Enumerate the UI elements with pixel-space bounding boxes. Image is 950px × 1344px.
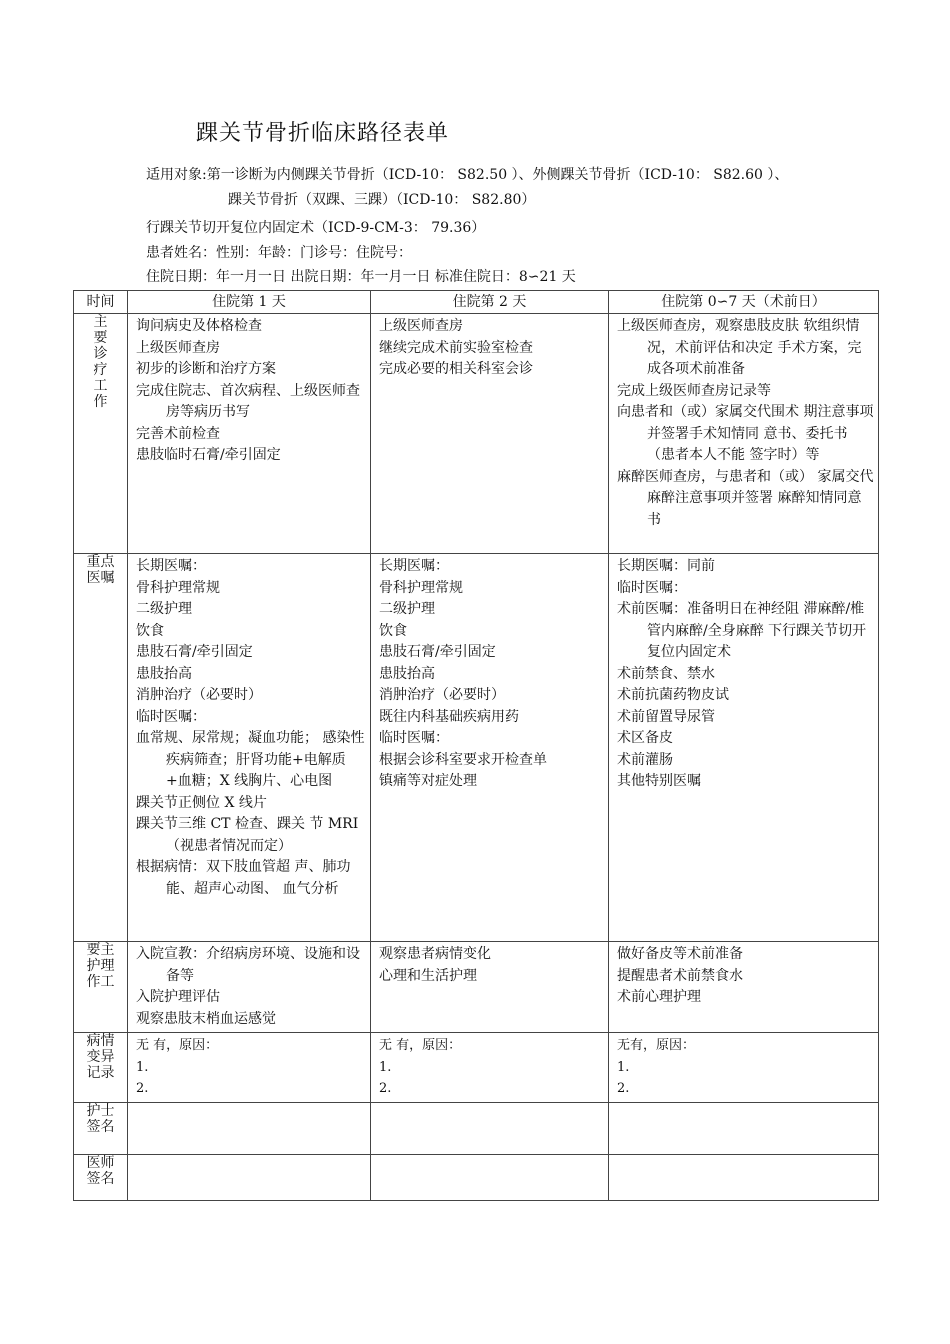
clinical-pathway-table bbox=[73, 290, 879, 1201]
list-item: 临时医嘱： bbox=[617, 579, 687, 596]
list-item: 饮食 bbox=[136, 622, 164, 639]
list-item: 上级医师查房 bbox=[136, 339, 220, 356]
list-item: 术区备皮 bbox=[617, 730, 673, 746]
cell-nursing-day3 bbox=[609, 942, 879, 1033]
list-item: 骨科护理常规 bbox=[379, 579, 463, 596]
cell-variance-day2 bbox=[371, 1033, 609, 1103]
table-row-nursing bbox=[74, 942, 879, 1033]
list-item: 术前灌肠 bbox=[617, 751, 673, 768]
list-item: 消肿治疗（必要时） bbox=[136, 687, 262, 703]
procedure-line: 行踝关节切开复位内固定术（ICD-9-CM-3： 79.36） bbox=[146, 220, 486, 236]
list-item: 长期医嘱：同前 bbox=[617, 558, 715, 574]
list-item: 长期医嘱： bbox=[379, 558, 449, 574]
list-item: 临时医嘱： bbox=[136, 708, 206, 725]
list-item: 提醒患者术前禁食水 bbox=[617, 967, 743, 984]
list-item: 镇痛等对症处理 bbox=[379, 773, 477, 789]
list-item: 饮食 bbox=[379, 622, 407, 639]
cell-orders-day2 bbox=[371, 554, 609, 942]
nurse-signature-day2[interactable] bbox=[371, 1103, 609, 1155]
list-item: 观察患肢末梢血运感觉 bbox=[136, 1010, 276, 1027]
list-item: 无 有，原因： bbox=[379, 1038, 462, 1053]
list-item: 心理和生活护理 bbox=[379, 967, 477, 984]
row-label-doctor-signature: 医师签名 bbox=[86, 1155, 115, 1187]
list-item: 二级护理 bbox=[136, 601, 192, 617]
row-label-diagnosis: 主要诊疗工作 bbox=[93, 314, 108, 410]
row-label-variance: 病情变异记录 bbox=[86, 1033, 115, 1081]
list-item: 向患者和（或）家属交代围术 期注意事项并签署手术知情同 意书、委托书（患者本人不能 签字时）等 bbox=[617, 404, 874, 463]
doctor-signature-day3[interactable] bbox=[609, 1155, 879, 1201]
list-item: 无有，原因： bbox=[617, 1038, 696, 1053]
list-item: 完成住院志、首次病程、上级医师查房等病历书写 bbox=[136, 382, 360, 420]
nurse-signature-day3[interactable] bbox=[609, 1103, 879, 1155]
list-item: 1. bbox=[617, 1059, 630, 1075]
list-item: 血常规、尿常规；凝血功能； 感染性疾病筛查；肝肾功能+电解质+血糖；X 线胸片、心电图 bbox=[136, 730, 365, 789]
header-day1: 住院第 1 天 bbox=[128, 291, 371, 314]
table-row-variance bbox=[74, 1033, 879, 1103]
doctor-signature-day1[interactable] bbox=[128, 1155, 371, 1201]
list-item: 患肢抬高 bbox=[136, 665, 192, 682]
cell-diagnosis-day1 bbox=[128, 314, 371, 554]
list-item: 踝关节三维 CT 检查、踝关 节 MRI（视患者情况而定） bbox=[136, 816, 359, 854]
row-label-nursing: 要主护理作工 bbox=[86, 942, 115, 990]
list-item: 观察患者病情变化 bbox=[379, 946, 491, 962]
list-item: 做好备皮等术前准备 bbox=[617, 946, 743, 962]
header-day2: 住院第 2 天 bbox=[371, 291, 609, 314]
table-header-row bbox=[74, 291, 879, 314]
list-item: 二级护理 bbox=[379, 601, 435, 617]
table-row-nurse-signature bbox=[74, 1103, 879, 1155]
header-time: 时间 bbox=[74, 291, 128, 314]
row-label-nurse-signature: 护士签名 bbox=[86, 1103, 115, 1135]
list-item: 患肢石膏/牵引固定 bbox=[379, 644, 496, 660]
cell-diagnosis-day3 bbox=[609, 314, 879, 554]
list-item: 消肿治疗（必要时） bbox=[379, 687, 505, 703]
list-item: 术前抗菌药物皮试 bbox=[617, 687, 729, 703]
scope-line-continued: 踝关节骨折（双踝、三踝）（ICD-10： S82.80） bbox=[228, 192, 536, 208]
list-item: 入院宣教：介绍病房环境、设施和设备等 bbox=[136, 946, 360, 984]
list-item: 骨科护理常规 bbox=[136, 579, 220, 596]
list-item: 完善术前检查 bbox=[136, 425, 220, 442]
list-item: 初步的诊断和治疗方案 bbox=[136, 361, 276, 377]
admission-dates-line: 住院日期：年一月一日 出院日期：年一月一日 标准住院日：8∽21 天 bbox=[146, 269, 576, 285]
list-item: 患肢临时石膏/牵引固定 bbox=[136, 447, 281, 463]
cell-nursing-day1 bbox=[128, 942, 371, 1033]
list-item: 询问病史及体格检查 bbox=[136, 318, 262, 334]
list-item: 踝关节正侧位 X 线片 bbox=[136, 794, 267, 811]
list-item: 完成上级医师查房记录等 bbox=[617, 382, 771, 399]
list-item: 2. bbox=[379, 1081, 392, 1096]
table-row-doctor-signature bbox=[74, 1155, 879, 1201]
cell-orders-day1 bbox=[128, 554, 371, 942]
list-item: 患肢石膏/牵引固定 bbox=[136, 644, 253, 660]
list-item: 1. bbox=[379, 1059, 392, 1075]
table-row-orders bbox=[74, 554, 879, 942]
cell-diagnosis-day2 bbox=[371, 314, 609, 554]
list-item: 2. bbox=[617, 1081, 630, 1096]
list-item: 麻醉医师查房，与患者和（或） 家属交代麻醉注意事项并签署 麻醉知情同意书 bbox=[617, 468, 874, 528]
doctor-signature-day2[interactable] bbox=[371, 1155, 609, 1201]
page-title: 踝关节骨折临床路径表单 bbox=[196, 121, 450, 146]
list-item: 继续完成术前实验室检查 bbox=[379, 339, 533, 356]
list-item: 入院护理评估 bbox=[136, 989, 220, 1005]
list-item: 临时医嘱： bbox=[379, 730, 449, 746]
list-item: 长期医嘱： bbox=[136, 558, 206, 574]
cell-orders-day3 bbox=[609, 554, 879, 942]
header-day3: 住院第 0∽7 天（术前日） bbox=[609, 291, 879, 314]
cell-nursing-day2 bbox=[371, 942, 609, 1033]
list-item: 上级医师查房，观察患肢皮肤 软组织情况，术前评估和决定 手术方案，完成各项术前准备 bbox=[617, 318, 862, 377]
list-item: 无 有，原因： bbox=[136, 1038, 219, 1053]
list-item: 1. bbox=[136, 1059, 149, 1075]
cell-variance-day1 bbox=[128, 1033, 371, 1103]
list-item: 患肢抬高 bbox=[379, 665, 435, 682]
scope-line: 适用对象:第一诊断为内侧踝关节骨折（ICD-10： S82.50 ）、外侧踝关节骨折（ICD-10： S82.60 ）、 bbox=[146, 167, 789, 183]
list-item: 根据会诊科室要求开检查单 bbox=[379, 751, 547, 768]
table-row-diagnosis bbox=[74, 314, 879, 554]
list-item: 术前禁食、禁水 bbox=[617, 665, 715, 682]
list-item: 其他特别医嘱 bbox=[617, 773, 701, 789]
list-item: 既往内科基础疾病用药 bbox=[379, 708, 519, 725]
patient-info-line: 患者姓名：性别：年龄：门诊号：住院号： bbox=[146, 245, 412, 261]
row-label-orders: 重点医嘱 bbox=[86, 554, 115, 586]
list-item: 术前医嘱：准备明日在神经阻 滞麻醉/椎管内麻醉/全身麻醉 下行踝关节切开复位内固定术 bbox=[617, 601, 867, 660]
list-item: 2. bbox=[136, 1081, 149, 1096]
list-item: 完成必要的相关科室会诊 bbox=[379, 361, 533, 377]
list-item: 上级医师查房 bbox=[379, 318, 463, 334]
list-item: 术前心理护理 bbox=[617, 989, 701, 1005]
list-item: 术前留置导尿管 bbox=[617, 708, 715, 725]
list-item: 根据病情：双下肢血管超 声、肺功能、超声心动图、 血气分析 bbox=[136, 859, 351, 897]
cell-variance-day3 bbox=[609, 1033, 879, 1103]
nurse-signature-day1[interactable] bbox=[128, 1103, 371, 1155]
